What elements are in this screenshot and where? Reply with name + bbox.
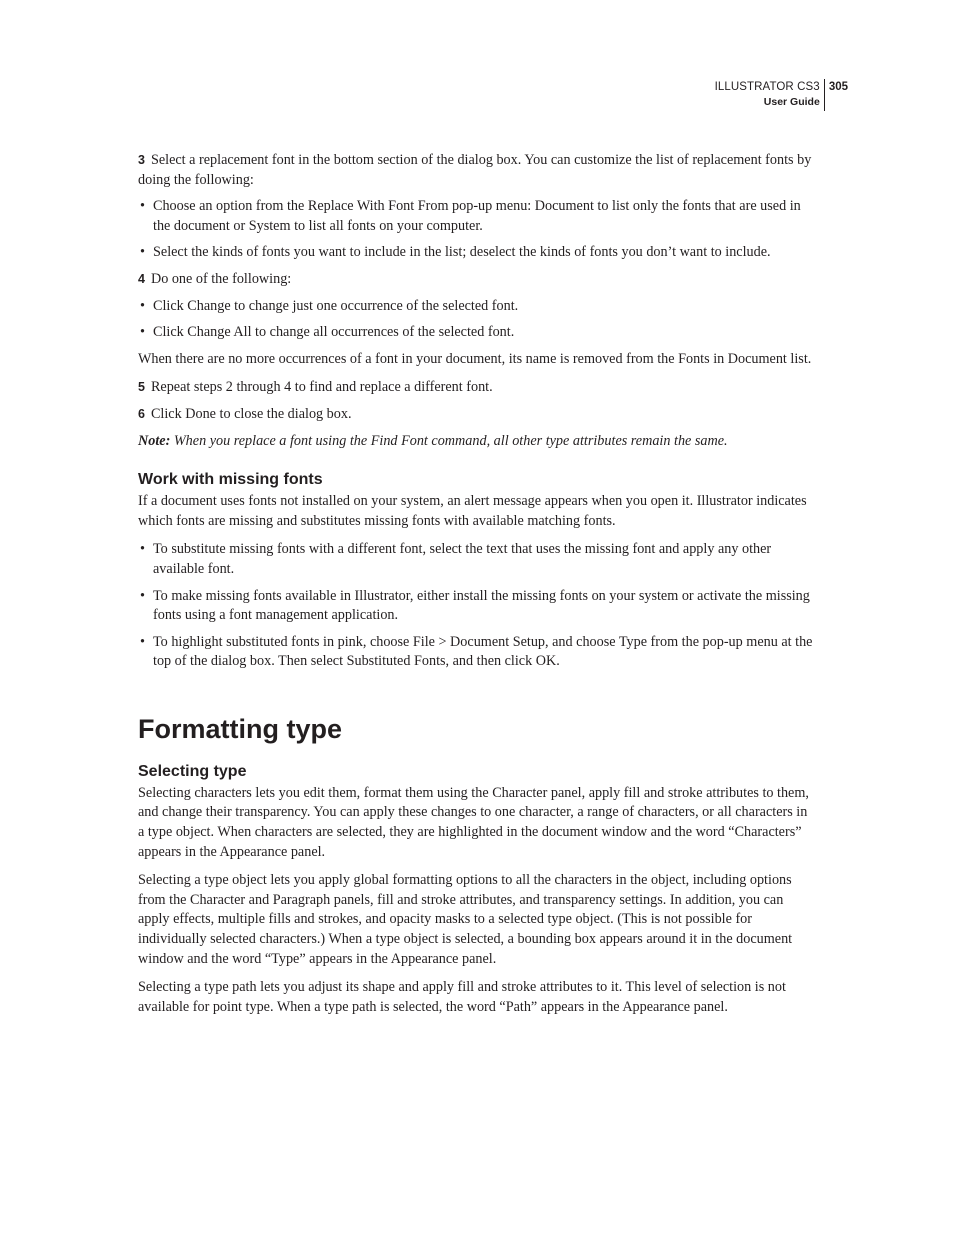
step-text: Click Done to close the dialog box. — [150, 405, 352, 422]
header-title-block — [715, 79, 825, 111]
page-body — [138, 151, 816, 1024]
list-item-text: To make missing fonts available in Illustrator, either install the missing fonts on your system or activate the missing fonts using a font management application. — [153, 587, 810, 624]
step-number: 4 — [138, 271, 145, 286]
list-item — [138, 540, 816, 579]
bullet-icon: • — [140, 244, 145, 261]
header-guide: User Guide — [763, 96, 820, 108]
step-4 — [138, 270, 816, 290]
note-label: Note: — [138, 432, 171, 449]
chapter-heading-formatting-type: Formatting type — [138, 713, 343, 744]
list-item-text: Click Change All to change all occurrences of the selected font. — [153, 324, 515, 341]
page-number: 305 — [828, 81, 848, 93]
step-5 — [138, 378, 816, 398]
list-item-text: To substitute missing fonts with a different font, select the text that uses the missing font and apply any other available font. — [153, 541, 772, 577]
header-product: ILLUSTRATOR CS3 — [714, 81, 820, 93]
paragraph: Selecting characters lets you edit them, format them using the Character panel, apply fill and stroke attributes to them, and change their transparency. You can apply these changes to one character, a range of characters, or all characters in a type object. When characters are selected, they are highlighted in the document window and the word “Characters” appears in the Appearance panel. — [138, 784, 809, 860]
list-item — [138, 243, 816, 263]
running-header — [715, 79, 848, 111]
list-item — [138, 323, 816, 343]
bullet-icon: • — [140, 633, 145, 650]
step-3 — [138, 151, 816, 190]
step-text: Do one of the following: — [150, 270, 292, 287]
list-item — [138, 587, 816, 626]
bullet-icon: • — [140, 198, 145, 215]
note-text: When you replace a font using the Find Font command, all other type attributes remain the same. — [170, 432, 728, 449]
list-item-text: Select the kinds of fonts you want to include in the list; deselect the kinds of fonts you don’t want to include. — [153, 244, 771, 261]
step-text: Repeat steps 2 through 4 to find and replace a different font. — [150, 379, 493, 396]
bullet-icon: • — [140, 297, 145, 314]
step-number: 3 — [138, 153, 145, 167]
list-item — [138, 633, 816, 672]
step-number: 5 — [138, 380, 145, 395]
list-item-text: To highlight substituted fonts in pink, choose File > Document Setup, and choose Type from the pop-up menu at the top of the dialog box. Then select Substituted Fonts, and then click OK. — [153, 633, 813, 670]
step-6 — [138, 405, 816, 425]
section-heading-missing-fonts: Work with missing fonts — [138, 471, 323, 489]
bullet-icon: • — [140, 324, 145, 341]
list-item-text: Click Change to change just one occurrence of the selected font. — [153, 297, 519, 314]
bullet-icon: • — [140, 541, 145, 558]
paragraph: If a document uses fonts not installed on your system, an alert message appears when you open it. Illustrator indicates which fonts are missing and substitutes missing fonts with available matching fonts. — [138, 493, 807, 529]
section-heading-selecting-type: Selecting type — [138, 762, 247, 780]
list-item — [138, 197, 816, 236]
list-item — [138, 297, 816, 317]
note — [138, 432, 816, 452]
paragraph-after-step-4: When there are no more occurrences of a font in your document, its name is removed from the Fonts in Document list. — [138, 350, 812, 367]
paragraph: Selecting a type path lets you adjust its shape and apply fill and stroke attributes to it. This level of selection is not available for point type. When a type path is selected, the word “Path” appears in the Appearance panel. — [138, 979, 786, 1015]
step-text: Select a replacement font in the bottom section of the dialog box. You can customize the list of replacement fonts by doing the following: — [138, 152, 812, 188]
paragraph: Selecting a type object lets you apply global formatting options to all the characters in the object, including options from the Character and Paragraph panels, fill and stroke attributes, and transparency settings. In addition, you can apply effects, multiple fills and strokes, and opacity masks to a selected type object. (This is not possible for individually selected characters.) When a type object is selected, a bounding box appears around it in the document window and the word “Type” appears in the Appearance panel. — [138, 872, 793, 967]
step-number: 6 — [138, 406, 145, 421]
bullet-icon: • — [140, 587, 145, 604]
list-item-text: Choose an option from the Replace With Font From pop-up menu: Document to list only the fonts that are used in the document or System to list all fonts on your computer. — [153, 198, 801, 234]
